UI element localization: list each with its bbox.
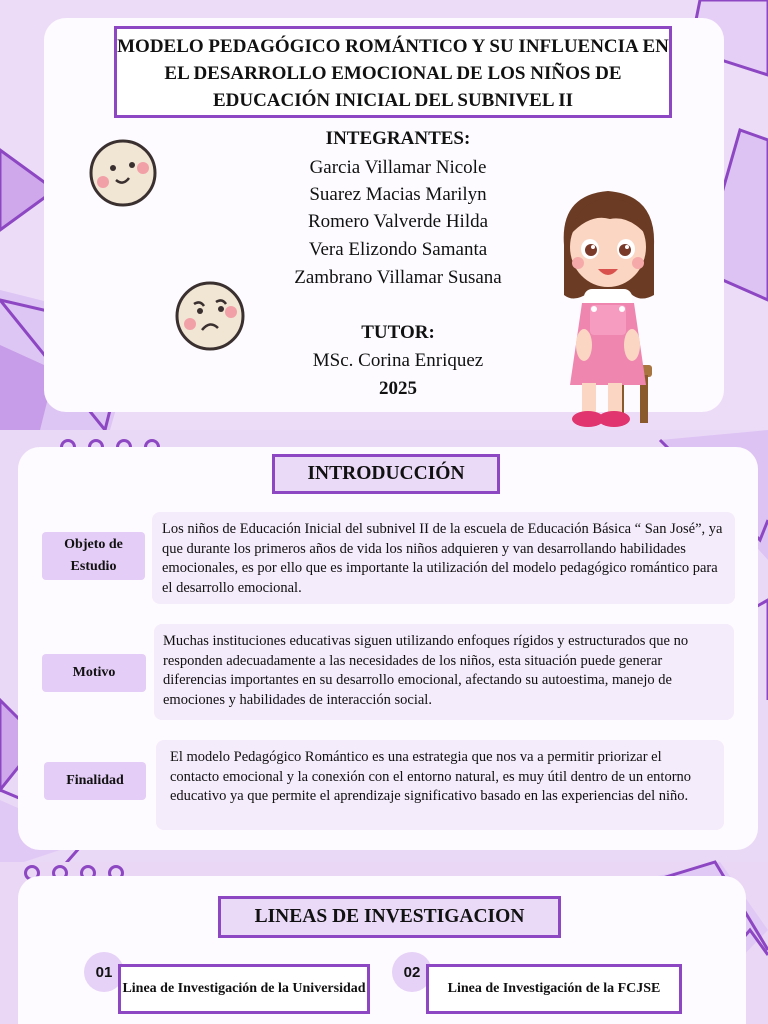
girl-illustration: [550, 185, 665, 430]
research-line-box: Linea de Investigación de la Universidad: [118, 964, 370, 1014]
row-text: Muchas instituciones educativas siguen utilizando enfoques rígidos y estructurados que no responden adecuadamente a las necesidades de los niños, esta situación puede generar diferencias importantes en su desarrollo emocional, afectando su autoestima, manejo de emociones y habilidades de interacción social.: [154, 624, 734, 720]
year: 2025: [379, 378, 417, 399]
sad-face-icon: [174, 280, 246, 352]
intro-title: INTRODUCCIÓN: [272, 454, 500, 494]
tutor-name: MSc. Corina Enriquez: [312, 350, 484, 371]
row-text: El modelo Pedagógico Romántico es una estrategia que nos va a permitir priorizar el contacto emocional y la conexión con el entorno natural, es muy útil dentro de un entorno educativo ya que permite el aprendizaje significativo basado en las experiencias del niño.: [156, 740, 724, 830]
page-title: MODELO PEDAGÓGICO ROMÁNTICO Y SU INFLUENCIA EN EL DESARROLLO EMOCIONAL DE LOS NIÑOS DE EDUCACIÓN INICIAL DEL SUBNIVEL II: [114, 26, 672, 118]
research-line-box: Linea de Investigación de la FCJSE: [426, 964, 682, 1014]
number-badge: 01: [84, 952, 124, 992]
tutor-heading: TUTOR:: [361, 322, 435, 343]
number-badge: 02: [392, 952, 432, 992]
row-label: Objeto de Estudio: [42, 532, 145, 580]
lines-title: LINEAS DE INVESTIGACION: [218, 896, 561, 938]
member-name: Romero Valverde Hilda: [307, 211, 489, 232]
row-label: Finalidad: [44, 762, 146, 800]
member-name: Garcia Villamar Nicole: [309, 157, 487, 178]
member-name: Vera Elizondo Samanta: [308, 239, 488, 260]
members-heading: INTEGRANTES:: [325, 128, 471, 149]
member-name: Suarez Macias Marilyn: [309, 184, 487, 205]
row-label: Motivo: [42, 654, 146, 692]
member-name: Zambrano Villamar Susana: [294, 267, 502, 288]
row-text: Los niños de Educación Inicial del subnivel II de la escuela de Educación Básica “ San José”, ya que durante los primeros años de vida los niños adquieren y van desarrollando habilidades emocionales, es por ello que es importante la utilización del modelo pedagógico romántico para el desarrollo emocional.: [152, 512, 735, 604]
happy-face-icon: [88, 138, 158, 208]
